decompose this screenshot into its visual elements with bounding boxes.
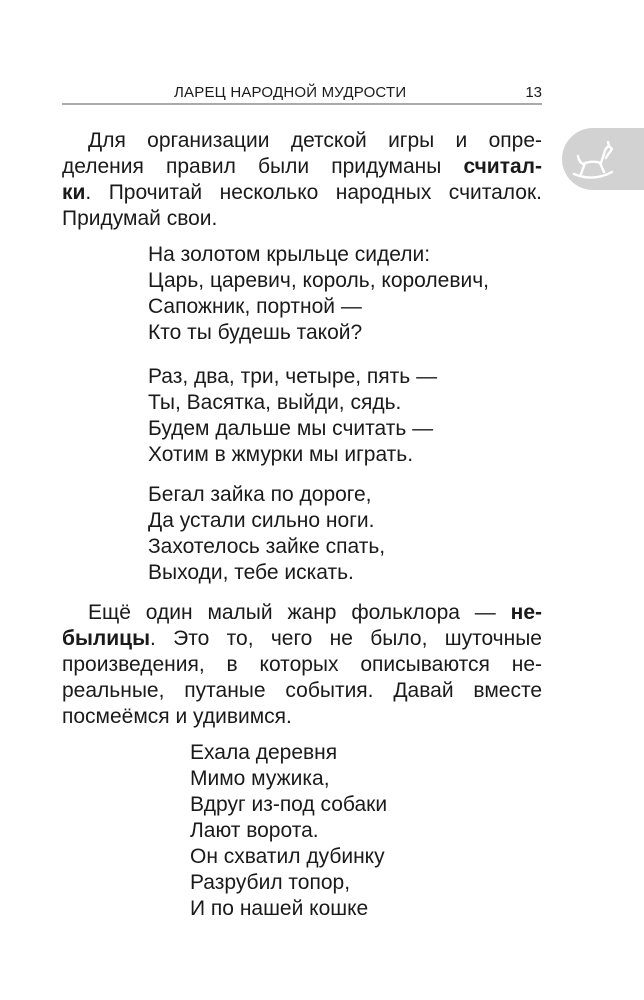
verse-line: Царь, царевич, король, королевич, xyxy=(148,269,489,292)
nonsense-line-4: реальные, путаные события. Давай вместе xyxy=(62,679,542,702)
verse-line: Разрубил топор, xyxy=(190,871,351,894)
header-title: ЛАРЕЦ НАРОДНОЙ МУДРОСТИ xyxy=(174,84,407,101)
nonsense-line-2: былицы. Это то, чего не было, шуточные xyxy=(62,627,542,650)
verse-line: Раз, два, три, четыре, пять — xyxy=(148,365,438,388)
verse-line: Бегал зайка по дороге, xyxy=(148,483,372,506)
verse-line: Сапожник, портной — xyxy=(148,295,362,318)
intro-line-3: ки. Прочитай несколько народных считалок. xyxy=(62,181,542,204)
verse-line: Да устали сильно ноги. xyxy=(148,509,375,532)
verse-line: Выходи, тебе искать. xyxy=(148,561,354,584)
nonsense-paragraph xyxy=(62,600,542,730)
verse-line: Захотелось зайке спать, xyxy=(148,535,386,558)
term-nebylitsy: не- xyxy=(510,601,542,624)
counting-rhyme-2 xyxy=(148,364,437,468)
verse-line: И по нашей кошке xyxy=(190,897,369,920)
nonsense-rhyme xyxy=(190,740,387,922)
rocking-horse-icon xyxy=(570,136,616,182)
verse-line: Кто ты будешь такой? xyxy=(148,321,363,344)
term-nebylitsy-end: былицы xyxy=(62,627,150,650)
page-number: 13 xyxy=(525,84,542,101)
verse-line: На золотом крыльце сидели: xyxy=(148,243,431,266)
intro-line-4: Придумай свои. xyxy=(62,207,218,230)
verse-line: Мимо мужика, xyxy=(190,767,330,790)
verse-line: Хотим в жмурки мы играть. xyxy=(148,443,414,466)
term-schitalki-end: ки xyxy=(62,181,86,204)
section-tab xyxy=(562,128,644,190)
verse-line: Вдруг из-под собаки xyxy=(190,793,388,816)
counting-rhyme-3 xyxy=(148,482,385,586)
verse-line: Будем дальше мы считать — xyxy=(148,417,434,440)
counting-rhyme-1 xyxy=(148,242,489,346)
verse-line: Он схватил дубинку xyxy=(190,845,385,868)
verse-line: Ехала деревня xyxy=(190,741,338,764)
nonsense-line-5: посмеёмся и удивимся. xyxy=(62,705,292,728)
term-schitalki: считал- xyxy=(463,155,542,178)
intro-paragraph xyxy=(62,128,542,232)
running-header xyxy=(62,80,542,104)
verse-line: Лают ворота. xyxy=(190,819,319,842)
intro-line-1: Для организации детской игры и опре- xyxy=(88,129,542,152)
intro-line-2: деления правил были придуманы считал- xyxy=(62,155,542,178)
verse-line: Ты, Васятка, выйди, сядь. xyxy=(148,391,402,414)
nonsense-line-3: произведения, в которых описываются не- xyxy=(62,653,542,676)
header-divider xyxy=(62,103,542,105)
nonsense-line-1: Ещё один малый жанр фольклора — не- xyxy=(88,601,542,624)
